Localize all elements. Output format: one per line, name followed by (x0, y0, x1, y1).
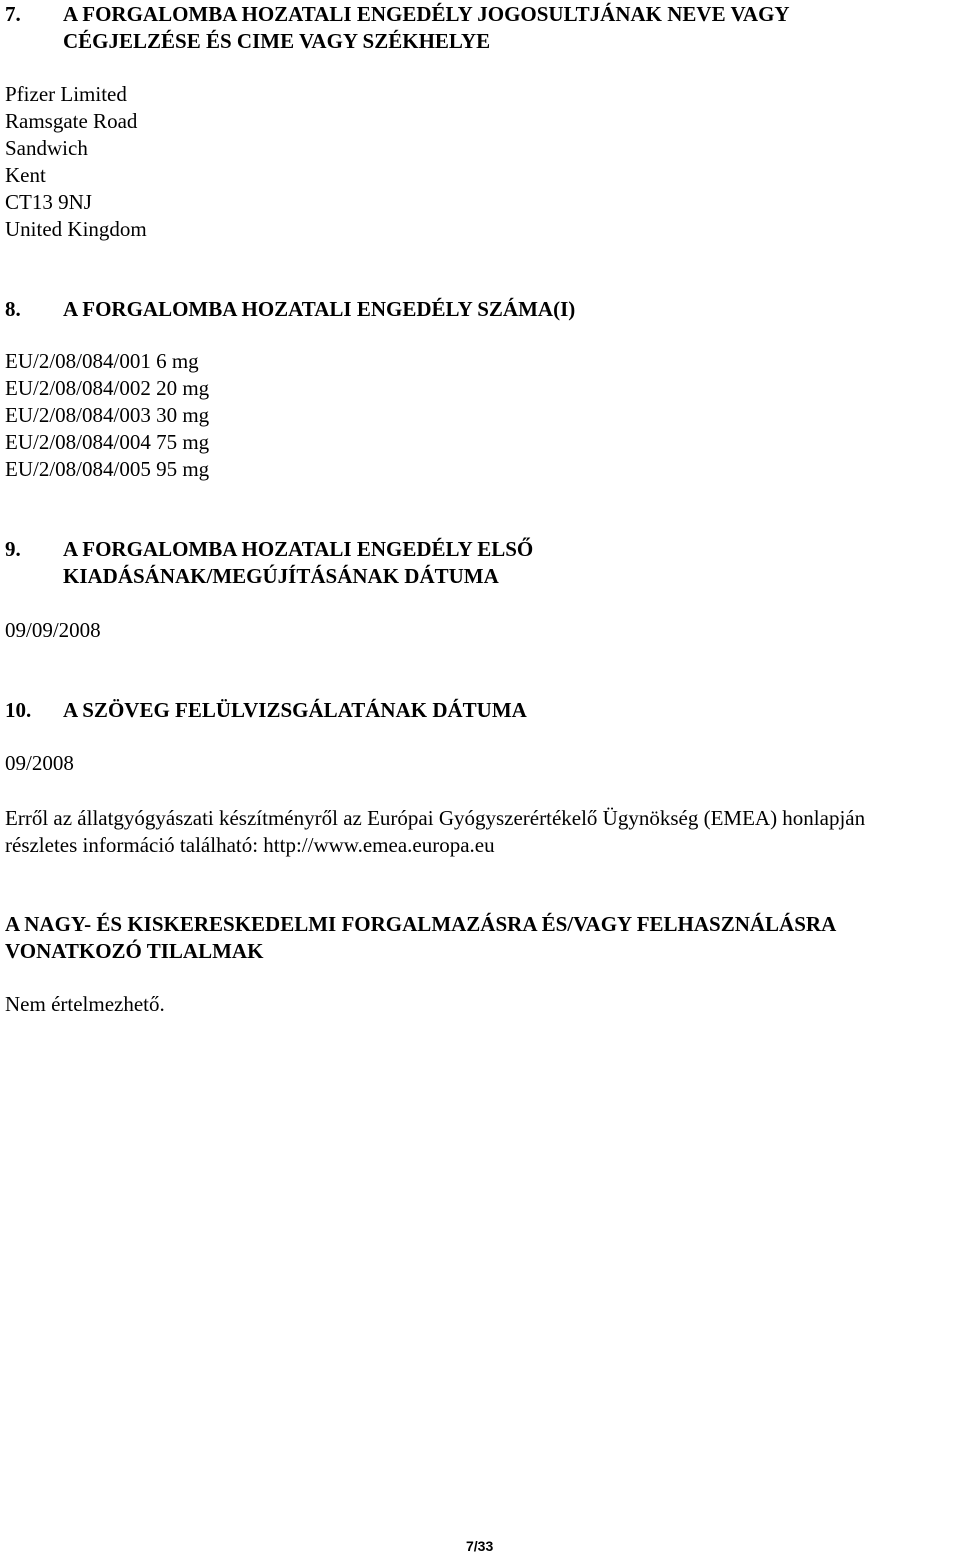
address-line: Sandwich (5, 136, 88, 160)
restrictions-text: Nem értelmezhető. (5, 992, 165, 1016)
section-10-number: 10. (5, 698, 32, 722)
section-10-title: A SZÖVEG FELÜLVIZSGÁLATÁNAK DÁTUMA (63, 698, 527, 722)
section-7-title (63, 1, 790, 55)
address-line: Pfizer Limited (5, 82, 127, 106)
address-line: United Kingdom (5, 217, 147, 241)
emea-info-line-1: Erről az állatgyógyászati készítményről az Európai Gyógyszerértékelő Ügynökség (EMEA) honlapján (5, 806, 866, 830)
authorisation-number: EU/2/08/084/002 20 mg (5, 376, 210, 400)
authorisation-numbers (5, 348, 209, 483)
address-line: CT13 9NJ (5, 190, 92, 214)
authorisation-number: EU/2/08/084/005 95 mg (5, 457, 210, 481)
first-authorisation-date: 09/09/2008 (5, 618, 101, 642)
section-9-title-line-2: KIADÁSÁNAK/MEGÚJÍTÁSÁNAK DÁTUMA (63, 564, 499, 588)
section-8-title: A FORGALOMBA HOZATALI ENGEDÉLY SZÁMA(I) (63, 297, 576, 321)
authorisation-number: EU/2/08/084/004 75 mg (5, 430, 210, 454)
holder-address (5, 81, 147, 243)
page-number: 7/33 (466, 1538, 494, 1554)
authorisation-number: EU/2/08/084/001 6 mg (5, 349, 199, 373)
section-7-title-line-2: CÉGJELZÉSE ÉS CIME VAGY SZÉKHELYE (63, 29, 491, 53)
section-7-title-line-1: A FORGALOMBA HOZATALI ENGEDÉLY JOGOSULTJÁNAK NEVE VAGY (63, 2, 790, 26)
address-line: Kent (5, 163, 46, 187)
revision-date: 09/2008 (5, 751, 74, 775)
section-9-number: 9. (5, 537, 21, 561)
authorisation-number: EU/2/08/084/003 30 mg (5, 403, 210, 427)
emea-info-line-2: részletes információ található: http://www.emea.europa.eu (5, 833, 495, 857)
restrictions-title (5, 911, 836, 965)
restrictions-title-line-1: A NAGY- ÉS KISKERESKEDELMI FORGALMAZÁSRA ÉS/VAGY FELHASZNÁLÁSRA (5, 912, 837, 936)
emea-info (5, 805, 865, 859)
section-9-title-line-1: A FORGALOMBA HOZATALI ENGEDÉLY ELSŐ (63, 537, 534, 561)
section-7-number: 7. (5, 2, 21, 26)
restrictions-title-line-2: VONATKOZÓ TILALMAK (5, 939, 264, 963)
section-8-number: 8. (5, 297, 21, 321)
section-9-title (63, 536, 533, 590)
address-line: Ramsgate Road (5, 109, 138, 133)
